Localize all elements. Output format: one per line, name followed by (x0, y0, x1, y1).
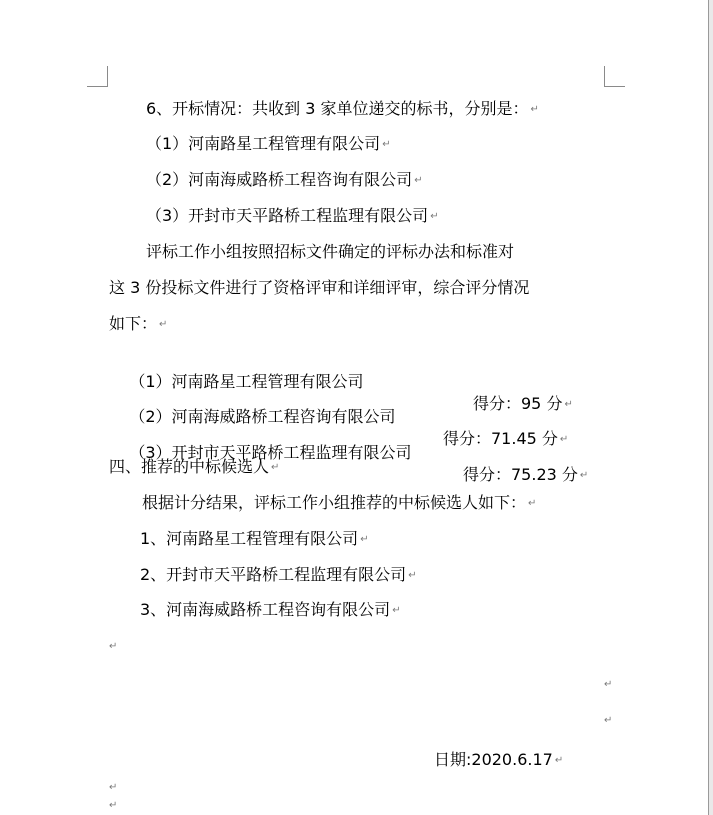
paragraph-mark-icon: ↵ (430, 210, 439, 222)
date-line[interactable]: 日期:2020.6.17 ↵ (434, 749, 563, 771)
bidder-line-1[interactable]: （1）河南路星工程管理有限公司 ↵ (146, 133, 391, 155)
paragraph-mark-icon: ↵ (604, 679, 613, 690)
candidate-line-1[interactable]: 1、河南路星工程管理有限公司 ↵ (140, 528, 369, 550)
margin-corner-top-left (87, 66, 108, 87)
paragraph-mark-icon: ↵ (408, 569, 417, 581)
paragraph-mark-icon: ↵ (554, 754, 564, 766)
paragraph-mark-icon: ↵ (528, 497, 537, 509)
score-company-name: （1）河南路星工程管理有限公司 (129, 372, 364, 391)
paragraph-mark-icon: ↵ (360, 533, 369, 545)
bidder-line-3[interactable]: （3）开封市天平路桥工程监理有限公司 ↵ (146, 205, 439, 227)
paragraph-mark-icon: ↵ (559, 433, 569, 445)
candidate-line-2[interactable]: 2、开封市天平路桥工程监理有限公司 ↵ (140, 564, 417, 586)
bidder-line-2[interactable]: （2）河南海威路桥工程咨询有限公司 ↵ (146, 169, 423, 191)
page-edge-shadow (709, 0, 713, 815)
score-value: 得分：95 分 ↵ (473, 393, 573, 416)
score-value: 得分：71.45 分 ↵ (443, 428, 568, 451)
paragraph-mark-icon: ↵ (271, 461, 280, 473)
score-company-name: （3）开封市天平路桥工程监理有限公司 (129, 443, 412, 462)
score-row-2[interactable] (109, 384, 589, 448)
score-company-name: （2）河南海威路桥工程咨询有限公司 (129, 407, 396, 426)
candidate-line-3[interactable]: 3、河南海威路桥工程咨询有限公司 ↵ (140, 599, 401, 621)
evaluation-text-line-1[interactable]: 评标工作小组按照招标文件确定的评标办法和标准对 (146, 242, 515, 261)
score-value: 得分：75.23 分 ↵ (463, 464, 588, 487)
paragraph-mark-icon: ↵ (392, 604, 401, 616)
opening-paragraph[interactable]: 6、开标情况：共收到 3 家单位递交的标书，分别是： ↵ (146, 98, 539, 120)
paragraph-mark-icon: ↵ (109, 800, 118, 811)
paragraph-mark-icon: ↵ (564, 398, 573, 410)
paragraph-mark-icon: ↵ (109, 641, 118, 652)
paragraph-mark-icon: ↵ (159, 318, 168, 330)
evaluation-text-line-3[interactable]: 如下： ↵ (109, 313, 167, 335)
score-row-1[interactable] (109, 349, 589, 413)
paragraph-mark-icon: ↵ (414, 174, 423, 186)
paragraph-mark-icon: ↵ (382, 138, 391, 150)
paragraph-mark-icon: ↵ (604, 715, 613, 726)
margin-corner-top-right (604, 66, 625, 87)
section-heading[interactable]: 四、推荐的中标候选人 ↵ (109, 456, 279, 478)
paragraph-mark-icon: ↵ (579, 469, 589, 481)
recommendation-intro[interactable]: 根据计分结果，评标工作小组推荐的中标候选人如下： ↵ (142, 492, 536, 514)
paragraph-mark-icon: ↵ (530, 103, 539, 115)
paragraph-mark-icon: ↵ (109, 782, 118, 793)
evaluation-text-line-2[interactable]: 这 3 份投标文件进行了资格评审和详细评审，综合评分情况 (109, 278, 530, 297)
